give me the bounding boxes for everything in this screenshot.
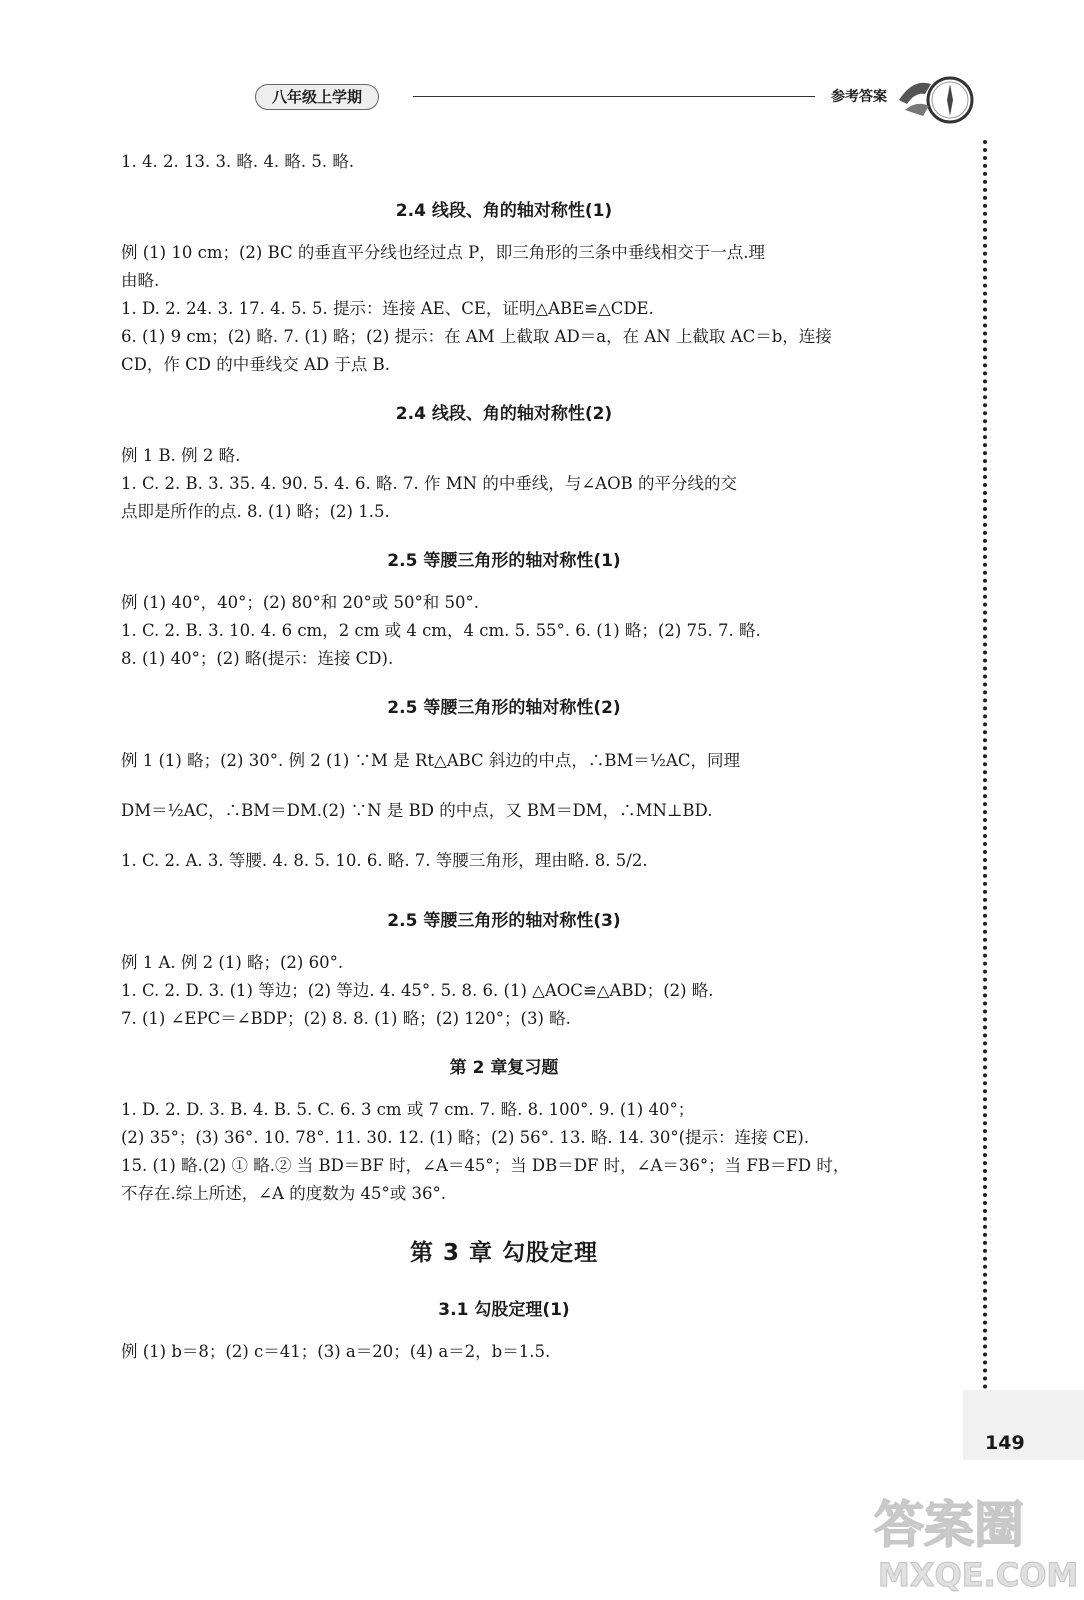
answer-line: 1. C. 2. B. 3. 10. 4. 6 cm，2 cm 或 4 cm，4 cm. 5. 55°. 6. (1) 略；(2) 75. 7. 略. [121,621,761,640]
answer-line: (2) 35°；(3) 36°. 10. 78°. 11. 30. 12. (1) 略；(2) 56°. 13. 略. 14. 30°(提示：连接 CE). [121,1128,810,1147]
answer-line: 例 1 A. 例 2 (1) 略；(2) 60°. [121,953,344,972]
section-heading: 2.5 等腰三角形的轴对称性(1) [387,551,621,571]
answer-line: 15. (1) 略.(2) ① 略.② 当 BD＝BF 时，∠A＝45°；当 DB＝DF 时，∠A＝36°；当 FB＝FD 时， [121,1156,850,1175]
compass-runner-icon [895,70,975,132]
answer-content [121,148,887,1366]
grade-text: 八年级上学期 [272,88,363,106]
answer-line: 1. D. 2. D. 3. B. 4. B. 5. C. 6. 3 cm 或 7 cm. 7. 略. 8. 100°. 9. (1) 40°； [121,1100,695,1119]
section-heading: 2.5 等腰三角形的轴对称性(2) [387,698,621,718]
header-rule [413,96,815,97]
answer-line: 不存在.综上所述，∠A 的度数为 45°或 36°. [121,1184,446,1203]
watermark-url: MXQE.COM [878,1556,1076,1594]
page-header [255,82,975,116]
section-label: 参考答案 [831,89,887,105]
section-heading: 3.1 勾股定理(1) [438,1300,570,1320]
answer-line: 例 1 B. 例 2 略. [121,446,241,465]
answer-line: 例 (1) 10 cm；(2) BC 的垂直平分线也经过点 P，即三角形的三条中垂线相交于一点.理 [121,243,765,262]
answer-line: 1. C. 2. A. 3. 等腰. 4. 8. 5. 10. 6. 略. 7. 等腰三角形，理由略. 8. 5/2. [121,851,648,870]
answer-line: 7. (1) ∠EPC＝∠BDP；(2) 8. 8. (1) 略；(2) 120°；(3) 略. [121,1009,571,1028]
watermark-logo-icon [866,1480,1076,1595]
watermark-text: 答案圈 [874,1496,1024,1554]
answer-line: 6. (1) 9 cm；(2) 略. 7. (1) 略；(2) 提示：在 AM 上截取 AD＝a，在 AN 上截取 AC＝b，连接 [121,327,832,346]
answer-line: 由略. [121,271,160,290]
section-heading: 2.5 等腰三角形的轴对称性(3) [387,911,621,931]
answer-line: DM＝½AC，∴BM＝DM.(2) ∵N 是 BD 的中点，又 BM＝DM，∴MN⊥BD. [121,801,713,820]
answer-line: 1. C. 2. B. 3. 35. 4. 90. 5. 4. 6. 略. 7. 作 MN 的中垂线，与∠AOB 的平分线的交 [121,474,737,493]
answer-line: 8. (1) 40°；(2) 略(提示：连接 CD). [121,649,394,668]
answer-line: CD，作 CD 的中垂线交 AD 于点 B. [121,355,390,374]
answer-line: 例 1 (1) 略；(2) 30°. 例 2 (1) ∵M 是 Rt△ABC 斜边的中点，∴BM＝½AC，同理 [121,751,740,770]
answer-line: 例 (1) b＝8；(2) c＝41；(3) a＝20；(4) a＝2，b＝1.5. [121,1342,551,1361]
section-heading: 2.4 线段、角的轴对称性(1) [395,201,613,221]
section-heading: 2.4 线段、角的轴对称性(2) [395,404,613,424]
watermark [866,1480,1076,1595]
answer-line: 例 (1) 40°，40°；(2) 80°和 20°或 50°和 50°. [121,593,479,612]
answer-line: 点即是所作的点. 8. (1) 略；(2) 1.5. [121,502,390,521]
answer-line: 1. C. 2. D. 3. (1) 等边；(2) 等边. 4. 45°. 5. 8. 6. (1) △AOC≌△ABD；(2) 略. [121,981,714,1000]
chapter-title: 第 3 章 勾股定理 [409,1240,599,1266]
answer-line: 1. 4. 2. 13. 3. 略. 4. 略. 5. 略. [121,152,355,171]
side-dotted-rule [983,140,987,1390]
page-number: 149 [985,1432,1025,1454]
grade-label [255,84,379,110]
answer-line: 1. D. 2. 24. 3. 17. 4. 5. 5. 提示：连接 AE、CE，证明△ABE≌△CDE. [121,299,654,318]
section-heading: 第 2 章复习题 [449,1058,559,1078]
